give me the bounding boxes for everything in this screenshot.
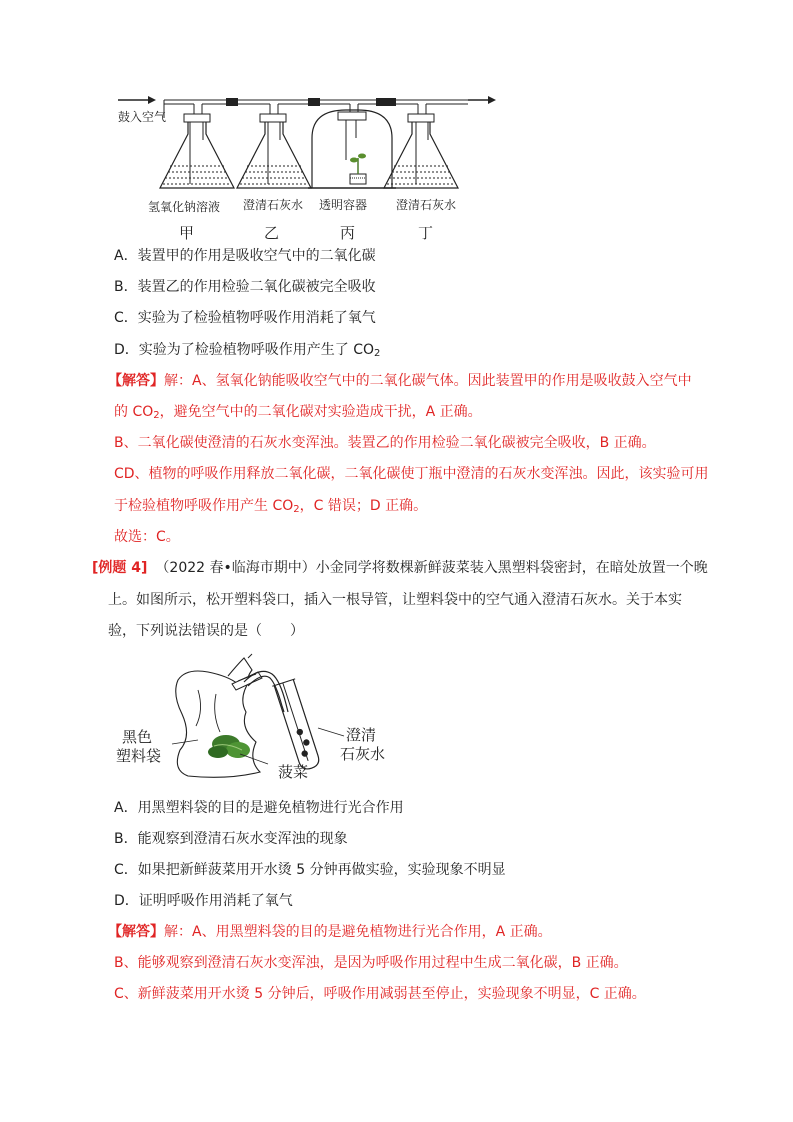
q3-answer-line-4: CD、植物的呼吸作用释放二氧化碳，二氧化碳使丁瓶中澄清的石灰水变浑浊。因此，该实验可用 xyxy=(114,466,709,482)
bottle-label-container: 透明容器 xyxy=(319,198,368,212)
label-black-bag-1: 黑色 xyxy=(122,728,153,746)
q3-option-b: B．装置乙的作用检验二氧化碳被完全吸收 xyxy=(114,279,376,295)
flask-ding xyxy=(384,104,458,188)
q4-answer-tag: 【解答】 xyxy=(108,924,164,940)
q3-answer-text-2b: ，避免空气中的二氧化碳对实验造成干扰，A 正确。 xyxy=(159,404,482,420)
q4-stem-line-2: 上。如图所示，松开塑料袋口，插入一根导管，让塑料袋中的空气通入澄清石灰水。关于本实 xyxy=(108,592,682,608)
q3-answer-line-2 xyxy=(114,402,482,426)
q3-answer-line-6: 故选：C。 xyxy=(114,529,180,545)
bell-jar-bing xyxy=(308,104,396,188)
q3-option-d-text: D．实验为了检验植物呼吸作用产生了 CO xyxy=(114,342,375,358)
q3-answer-text-5a: 于检验植物呼吸作用产生 CO xyxy=(114,498,294,514)
q4-answer-text-1: 解：A、用黑塑料袋的目的是避免植物进行光合作用，A 正确。 xyxy=(164,924,552,940)
device-name-bing: 丙 xyxy=(340,224,356,242)
q4-stem-line-3: 验，下列说法错误的是（ ） xyxy=(108,623,304,639)
q4-answer-line-3: C、新鲜菠菜用开水烫 5 分钟后，呼吸作用减弱甚至停止，实验现象不明显，C 正确。 xyxy=(114,986,646,1002)
bottle-label-limewater-2: 澄清石灰水 xyxy=(396,198,457,212)
device-name-ding: 丁 xyxy=(418,224,434,242)
q4-option-a: A．用黑塑料袋的目的是避免植物进行光合作用 xyxy=(114,800,404,816)
q4-option-d: D．证明呼吸作用消耗了氧气 xyxy=(114,893,293,909)
q3-answer-line-3: B、二氧化碳使澄清的石灰水变浑浊。装置乙的作用检验二氧化碳被完全吸收，B 正确。 xyxy=(114,435,656,451)
bottle-label-limewater-1: 澄清石灰水 xyxy=(243,198,304,212)
flask-jia xyxy=(160,100,234,188)
q4-stem-line-1 xyxy=(92,558,708,578)
q4-answer-line-2: B、能够观察到澄清石灰水变浑浊，是因为呼吸作用过程中生成二氧化碳，B 正确。 xyxy=(114,955,628,971)
q3-answer-text-1: 解：A、氢氧化钠能吸收空气中的二氧化碳气体。因此装置甲的作用是吸收鼓入空气中 xyxy=(164,373,692,389)
q4-option-c: C．如果把新鲜菠菜用开水烫 5 分钟再做实验，实验现象不明显 xyxy=(114,862,506,878)
label-spinach: 菠菜 xyxy=(278,763,309,781)
q4-example-tag: [例题 4] xyxy=(92,560,148,576)
q3-answer-line-5 xyxy=(114,496,427,520)
device-name-yi: 乙 xyxy=(264,224,280,242)
label-limewater-2: 石灰水 xyxy=(340,745,386,763)
q3-option-a: A．装置甲的作用是吸收空气中的二氧化碳 xyxy=(114,248,376,264)
air-in-label: 鼓入空气 xyxy=(118,110,167,124)
flask-yi xyxy=(237,104,311,188)
q3-answer-sub-2: 2 xyxy=(293,504,300,515)
q3-answer-text-2a: 的 CO xyxy=(114,404,154,420)
label-black-bag-2: 塑料袋 xyxy=(116,747,162,765)
q4-option-b: B．能观察到澄清石灰水变浑浊的现象 xyxy=(114,831,348,847)
q3-answer-text-5b: ，C 错误；D 正确。 xyxy=(299,498,428,514)
q3-option-d-sub: 2 xyxy=(374,348,381,359)
q3-answer-tag: 【解答】 xyxy=(108,373,164,389)
q4-answer-line-1 xyxy=(108,922,552,942)
device-name-jia: 甲 xyxy=(179,224,195,242)
q3-answer-line-1 xyxy=(108,371,692,391)
q3-option-d xyxy=(114,340,380,364)
bottle-label-naoh: 氢氧化钠溶液 xyxy=(148,200,221,214)
q3-option-c: C．实验为了检验植物呼吸作用消耗了氧气 xyxy=(114,310,376,326)
label-limewater-1: 澄清 xyxy=(346,726,377,744)
q4-stem-text-1: （2022 春•临海市期中）小金同学将数棵新鲜菠菜装入黑塑料袋密封，在暗处放置一个晚 xyxy=(155,560,708,576)
q3-answer-sub-1: 2 xyxy=(153,410,160,421)
